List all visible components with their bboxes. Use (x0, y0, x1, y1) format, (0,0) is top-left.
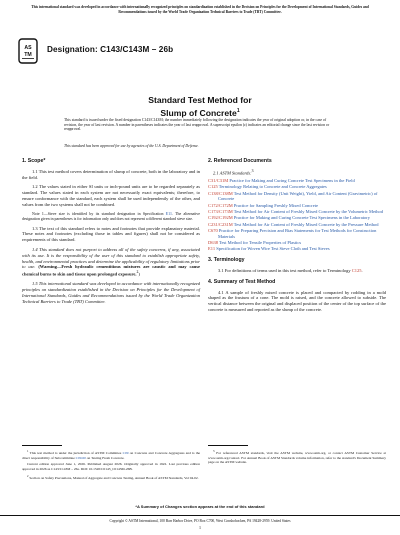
footnote-2: $^2$ Section on Safety Precautions, Manual of Aggregate and Concrete Testing, Annual Book of ASTM Standards, Vol 04.02. (27, 473, 199, 480)
astm-logo (18, 38, 38, 64)
paragraph-4-1: 4.1 A sample of freshly mixed concrete is placed and compacted by rodding in a mold shaped as the frustum of a cone. The mold is raised, and the concrete allowed to subside. The vertical distance between the original and displaced position of the center of the top surface of the concrete is measured and reported as the slump of the concrete. (208, 289, 386, 312)
paragraph-1-2: 1.2 The values stated in either SI units or inch-pound units are to be regarded separately as standard. The values stated in each system are not necessarily exact equivalents; therefore, to ensure conformance with the standard, each system shall be used independently of the other, and values from the two systems shall not be combined. (22, 184, 200, 207)
svg-text:TM: TM (24, 52, 32, 58)
note-1-link-e11[interactable]: E11 (165, 211, 172, 216)
paragraph-3-1 (208, 268, 386, 274)
footnote-2-text: Section on Safety Precautions, Manual of Aggregate and Concrete Testing, Annual Book of ASTM Standards, Vol 04.02. (29, 475, 199, 480)
paragraph-3-1-end: . (361, 267, 363, 273)
title-line-2 (0, 106, 400, 118)
astm-standards-footnote-ref[interactable]: 3 (251, 168, 254, 173)
footnote-1: $^1$ This test method is under the jurisdiction of ASTM Committee C09 on Concrete and Concrete Aggregates and is the direct responsibility of Subcommittee C09.60 on Testing Fresh Concrete. (22, 449, 201, 460)
paragraph-1-1: 1.1 This test method covers determination of slump of concrete, both in the laboratory and in the field. (22, 168, 200, 180)
title-footnote-ref[interactable]: 1 (236, 107, 240, 114)
footnote-3-text: For referenced ASTM standards, visit the ASTM website, www.astm.org, or contact ASTM Customer Service at www.astm.org/contact. For Annual Book of ASTM Standards volume information, refer to the standard's Document Summary page on the ASTM website. (208, 451, 387, 464)
document-title (0, 95, 400, 118)
astm-standards-label: 2.1 ASTM Standards: (213, 170, 252, 176)
footnote-1-edition: Current edition approved June 1, 2026. Published August 2026. Originally approved in 1922. Last previous edition approved in 2026 as C143/C143M – 26a. DOI: 10.1520/C0143_C0143M-26B. (22, 462, 200, 471)
reference-item[interactable]: C192/C192M Practice for Making and Curing Concrete Test Specimens in the Laboratory (208, 215, 370, 221)
reference-item[interactable]: D638 Test Method for Tensile Properties of Plastics (208, 240, 302, 246)
footnote-link-c0960[interactable]: C09.60 (75, 455, 86, 460)
footnote-1-text: This test method is under the jurisdiction of ASTM Committee (29, 451, 123, 456)
footnote-rule-left (22, 445, 62, 446)
paragraph-1-5: 1.5 This international standard was developed in accordance with internationally recognized principles on standardization established in the Decision on Principles for the Development of International Standards, Guides and Recommendations issued by the World Trade Organization Technical Barriers to Trade (TBT) Committee. (22, 281, 200, 304)
note-1-text-end: . The alternative designation given in parentheses is for information only and does not represent a different standard sieve size. (22, 211, 200, 221)
terminology-link-c125[interactable]: C125 (351, 267, 362, 273)
svg-text:AS: AS (24, 45, 32, 51)
header-note: This international standard was developed in accordance with internationally recognized principles on standardization established in the Decision on Principles for the Development of International Standards, Guides and Recommendations issued by the World Trade Organization Technical Barriers to Trade (TBT) Committee. (31, 5, 369, 14)
footnotes-left (22, 449, 200, 483)
title-line-1: Standard Test Method for (148, 95, 252, 105)
warning-close: ) (138, 271, 140, 277)
footnote-1-text-c: on Testing Fresh Concrete. (85, 455, 125, 460)
reference-list (208, 178, 386, 252)
reference-item[interactable]: C173/C173M Test Method for Air Content of Freshly Mixed Concrete by the Volumetric Method (208, 209, 384, 215)
paragraph-1-4 (22, 247, 200, 277)
reference-item[interactable]: C172/C172M Practice for Sampling Freshly Mixed Concrete (208, 202, 318, 208)
reference-item[interactable]: C231/C231M Test Method for Air Content of Freshly Mixed Concrete by the Pressure Method (208, 221, 379, 227)
reference-item[interactable]: E11 Specification for Woven Wire Test Sieve Cloth and Test Sieves (208, 246, 330, 252)
warning-footnote-ref[interactable]: 2 (136, 270, 139, 275)
section-heading-terminology: 3. Terminology (208, 257, 245, 264)
astm-standards-subheading (213, 169, 386, 176)
right-column (208, 159, 386, 317)
note-1 (22, 212, 200, 222)
footnotes-right (208, 449, 386, 467)
summary-of-changes-note: *A Summary of Changes section appears at the end of this standard (135, 504, 265, 509)
reference-item[interactable]: C670 Practice for Preparing Precision and Bias Statements for Test Methods for Construction Materials (208, 227, 377, 239)
page-number: 1 (199, 525, 201, 530)
reference-item[interactable]: C31/C31M Practice for Making and Curing Concrete Test Specimens in the Field (208, 178, 355, 184)
reference-item[interactable]: C125 Terminology Relating to Concrete and Concrete Aggregates (208, 184, 327, 190)
paragraph-3-1-text: 3.1 For definitions of terms used in this test method, refer to Terminology (218, 267, 352, 273)
footnote-3: $^3$ For referenced ASTM standards, visit the ASTM website, www.astm.org, or contact ASTM Customer Service at www.astm.org/contact. For Annual Book of ASTM Standards volume information, refer to the standard's Document Summary page on the ASTM website. (208, 449, 387, 464)
reference-item[interactable]: C138/C138M Test Method for Density (Unit Weight), Yield, and Air Content (Gravimetric) of Concrete (208, 190, 378, 202)
section-heading-referenced-documents: 2. Referenced Documents (208, 158, 272, 164)
footnote-link-c09[interactable]: C09 (122, 451, 129, 456)
paragraph-1-3: 1.3 The text of this standard refers to notes and footnotes that provide explanatory material. These notes and footnotes (excluding those in tables and figures) shall not be considered as requirements of this standard. (22, 225, 200, 243)
section-heading-summary: 4. Summary of Test Method (208, 278, 276, 285)
standard-note: This standard is issued under the fixed designation C143/C143M; the number immediately following the designation indicates the year of original adoption or, in the case of revision, the year of last revision. A number in parentheses indicates the year of last reapproval. A superscript epsilon (ε) indicates an editorial change since the last revision or reapproval. (64, 118, 330, 132)
left-column (22, 159, 200, 309)
footnote-1-text-b: on Concrete and Concrete Aggregates and is the direct responsibility of Subcommittee (22, 451, 201, 460)
designation: Designation: C143/C143M – 26b (47, 45, 174, 54)
warning-text: (Warning—Fresh hydraulic cementitious mixtures are caustic and may cause chemical burns to skin and tissue upon prolonged exposure. (22, 264, 201, 277)
note-1-text: Note 1—Sieve size is identified by its standard designation in Specification (32, 211, 166, 216)
section-heading-scope: 1. Scope* (22, 158, 46, 164)
title-text: Slump of Concrete (160, 107, 237, 118)
footnote-rule-right (208, 445, 248, 446)
copyright-address: Copyright © ASTM International, 100 Barr Harbor Drive, PO Box C700, West Conshohocken, PA 19428-2959. United States (0, 515, 400, 523)
paragraph-1-4-italic: 1.4 This standard does not purport to address all of the safety concerns, if any, associated with its use. It is the responsibility of the user of this standard to establish appropriate safety, health, and environmental practices and determine the applicability of regulatory limitations prior to use. (22, 246, 200, 270)
approval-note: This standard has been approved for use by agencies of the U.S. Department of Defense. (64, 144, 199, 148)
